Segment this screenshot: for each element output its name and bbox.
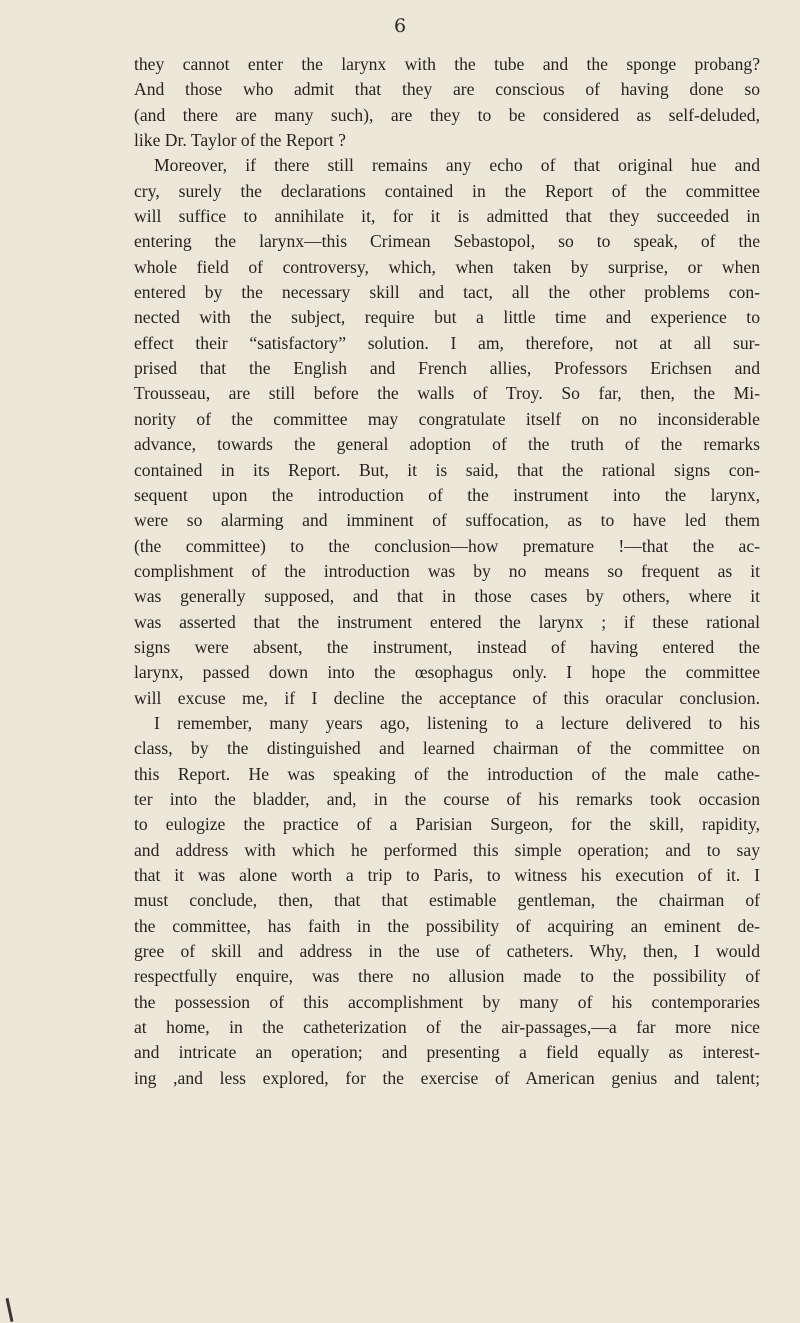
text-line: will excuse me, if I decline the acceptance of this oracular conclusion. xyxy=(134,687,760,708)
text-line: And those who admit that they are conscious of having done so xyxy=(134,79,760,100)
text-line: at home, in the catheterization of the air-passages,—a far more nice xyxy=(134,1017,760,1038)
text-line: entered by the necessary skill and tact, all the other problems con- xyxy=(134,282,760,303)
text-line: Trousseau, are still before the walls of Troy. So far, then, the Mi- xyxy=(134,383,760,404)
text-line: and address with which he performed this simple operation; and to say xyxy=(134,839,760,860)
text-line: and intricate an operation; and presenting a field equally as interest- xyxy=(134,1042,760,1063)
text-line: was generally supposed, and that in those cases by others, where it xyxy=(134,586,760,607)
text-line: nected with the subject, require but a little time and experience to xyxy=(134,307,760,328)
text-line: (the committee) to the conclusion—how premature !—that the ac- xyxy=(134,535,760,556)
text-line: the committee, has faith in the possibility of acquiring an eminent de- xyxy=(134,915,760,936)
text-line: ter into the bladder, and, in the course of his remarks took occasion xyxy=(134,788,760,809)
text-line: cry, surely the declarations contained in the Report of the committee xyxy=(134,180,760,201)
text-line: that it was alone worth a trip to Paris, to witness his execution of it. I xyxy=(134,865,760,885)
text-line: like Dr. Taylor of the Report ? xyxy=(134,130,346,151)
text-line: prised that the English and French allies, Professors Erichsen and xyxy=(134,358,760,379)
text-line: the possession of this accomplishment by many of his contemporaries xyxy=(134,991,760,1012)
page-number: 6 xyxy=(393,15,407,37)
text-line: they cannot enter the larynx with the tube and the sponge probang? xyxy=(134,54,760,74)
text-line: Moreover, if there still remains any echo of that original hue and xyxy=(154,155,760,176)
body-text xyxy=(134,52,760,1091)
margin-mark xyxy=(6,1298,14,1322)
text-line: sequent upon the introduction of the instrument into the larynx, xyxy=(134,484,760,505)
text-line: must conclude, then, that that estimable gentleman, the chairman of xyxy=(134,890,760,911)
text-line: I remember, many years ago, listening to a lecture delivered to his xyxy=(154,712,760,733)
text-line: contained in its Report. But, it is said, that the rational signs con- xyxy=(134,459,760,480)
text-line: were so alarming and imminent of suffocation, as to have led them xyxy=(134,510,760,531)
text-line: respectfully enquire, was there no allusion made to the possibility of xyxy=(134,966,760,987)
text-line: advance, towards the general adoption of the truth of the remarks xyxy=(134,434,760,455)
text-line: class, by the distinguished and learned chairman of the committee on xyxy=(134,738,760,759)
text-line: this Report. He was speaking of the introduction of the male cathe- xyxy=(134,763,760,784)
text-line: larynx, passed down into the œsophagus only. I hope the committee xyxy=(134,662,760,683)
text-line: nority of the committee may congratulate itself on no inconsiderable xyxy=(134,408,760,429)
text-line: whole field of controversy, which, when taken by surprise, or when xyxy=(134,256,760,277)
text-line: (and there are many such), are they to be considered as self-deluded, xyxy=(134,104,760,125)
text-line: effect their “satisfactory” solution. I am, therefore, not at all sur- xyxy=(134,332,760,353)
text-line: to eulogize the practice of a Parisian Surgeon, for the skill, rapidity, xyxy=(134,814,760,835)
text-line: was asserted that the instrument entered the larynx ; if these rational xyxy=(134,611,760,632)
text-line: complishment of the introduction was by no means so frequent as it xyxy=(134,560,760,581)
text-line: signs were absent, the instrument, instead of having entered the xyxy=(134,636,760,657)
text-line: ing ,and less explored, for the exercise of American genius and talent; xyxy=(134,1067,760,1088)
text-line: entering the larynx—this Crimean Sebastopol, so to speak, of the xyxy=(134,231,760,252)
text-line: will suffice to annihilate it, for it is admitted that they succeeded in xyxy=(134,206,760,227)
text-line: gree of skill and address in the use of catheters. Why, then, I would xyxy=(134,941,760,962)
